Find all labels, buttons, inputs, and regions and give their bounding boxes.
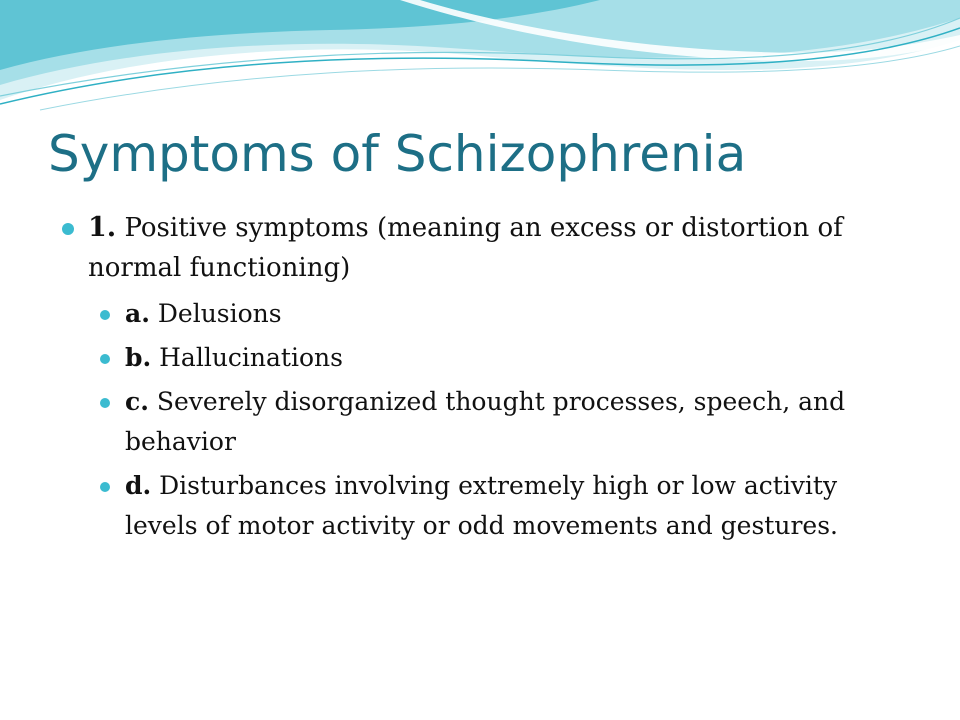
slide-title: Symptoms of Schizophrenia: [48, 125, 747, 183]
bullet-dot-icon: [100, 354, 110, 364]
sub-bullet-disorganized-thought: [100, 382, 895, 462]
bullet-dot-icon: [62, 223, 74, 235]
bullet-marker: 1.: [88, 212, 117, 243]
sub-bullet-marker: c.: [125, 387, 149, 416]
sub-bullet-text: Hallucinations: [151, 343, 343, 372]
sub-bullet-marker: d.: [125, 471, 152, 500]
bullet-level1-positive-symptoms: [62, 208, 912, 288]
sub-bullet-motor-disturbances: [100, 466, 895, 546]
sub-bullet-marker: a.: [125, 299, 150, 328]
header-wave-decoration: [0, 0, 960, 120]
sub-bullet-delusions: [100, 294, 895, 334]
sub-bullet-text: Disturbances involving extremely high or low activity levels of motor activity or odd movements and gestures.: [125, 471, 838, 540]
bullet-dot-icon: [100, 310, 110, 320]
sub-bullet-text: Delusions: [149, 299, 282, 328]
bullet-text: Positive symptoms (meaning an excess or distortion of normal functioning): [88, 213, 843, 283]
bullet-dot-icon: [100, 482, 110, 492]
sub-bullet-text: Severely disorganized thought processes, speech, and behavior: [125, 387, 846, 456]
slide-body: [62, 208, 912, 546]
sub-bullet-marker: b.: [125, 343, 152, 372]
bullet-dot-icon: [100, 398, 110, 408]
sub-bullet-hallucinations: [100, 338, 895, 378]
